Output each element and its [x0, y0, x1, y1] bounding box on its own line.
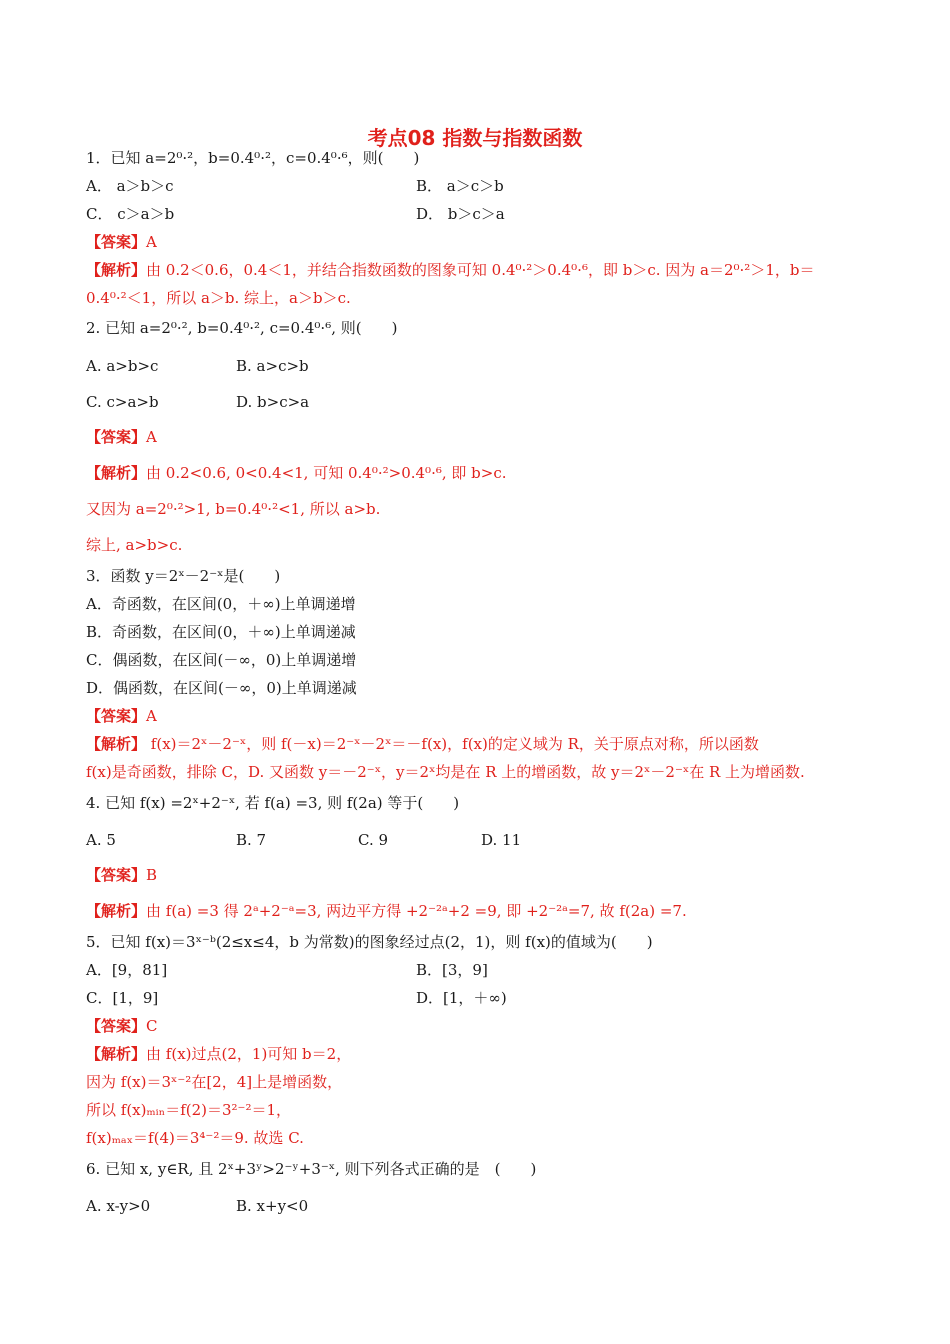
q5-analysis-line-2: 因为 f(x)＝3ˣ⁻²在[2，4]上是增函数， — [86, 1073, 343, 1091]
analysis-tag: 【解析】 — [86, 735, 147, 753]
q2-option-a: A. a>b>c — [86, 357, 159, 375]
q3-option-a: A．奇函数，在区间(0，＋∞)上单调递增 — [86, 595, 356, 613]
q5-answer — [86, 1016, 158, 1036]
q4-option-c: C. 9 — [358, 831, 389, 849]
q2-analysis-line-1 — [86, 463, 507, 483]
question-2-stem: 2. 已知 a=2⁰·², b=0.4⁰·², c=0.4⁰·⁶, 则( ) — [86, 319, 398, 337]
q2-analysis-line-3: 综上, a>b>c. — [86, 536, 183, 554]
answer-tag: 【答案】 — [86, 233, 147, 251]
q2-answer — [86, 427, 157, 447]
answer-value: C — [146, 1017, 158, 1035]
question-6-stem: 6. 已知 x, y∈R, 且 2ˣ+3ʸ>2⁻ʸ+3⁻ˣ, 则下列各式正确的是 ( ) — [86, 1160, 537, 1178]
analysis-text: f(x)＝2ˣ－2⁻ˣ，则 f(－x)＝2⁻ˣ－2ˣ＝－f(x)，f(x)的定义域为 R，关于原点对称，所以函数 — [146, 735, 759, 753]
q5-analysis-line-4: f(x)ₘₐₓ＝f(4)＝3⁴⁻²＝9. 故选 C. — [86, 1129, 304, 1147]
q3-answer — [86, 706, 157, 726]
q5-option-a: A．[9，81] — [86, 961, 168, 979]
answer-value: A — [146, 233, 157, 251]
analysis-tag: 【解析】 — [86, 902, 147, 920]
q6-option-b: B. x+y<0 — [236, 1197, 309, 1215]
q4-option-b: B. 7 — [236, 831, 267, 849]
q1-option-d: D． b＞c＞a — [416, 205, 505, 223]
q1-option-c: C． c＞a＞b — [86, 205, 175, 223]
q1-analysis-line-1 — [86, 260, 814, 280]
analysis-tag: 【解析】 — [86, 261, 147, 279]
analysis-text: 由 f(a) =3 得 2ᵃ+2⁻ᵃ=3, 两边平方得 +2⁻²ᵃ+2 =9, 即 +2⁻²ᵃ=7, 故 f(2a) =7. — [146, 902, 687, 920]
q1-analysis-line-2: 0.4⁰·²＜1，所以 a＞b. 综上，a＞b＞c. — [86, 289, 351, 307]
q4-option-d: D. 11 — [481, 831, 522, 849]
answer-value: A — [146, 707, 157, 725]
answer-tag: 【答案】 — [86, 1017, 147, 1035]
q1-option-b: B． a＞c＞b — [416, 177, 504, 195]
analysis-text: 由 0.2＜0.6，0.4＜1，并结合指数函数的图象可知 0.4⁰·²＞0.4⁰·⁶，即 b＞c. 因为 a＝2⁰·²＞1，b＝ — [146, 261, 815, 279]
q4-analysis-line-1 — [86, 901, 687, 921]
analysis-text: 由 f(x)过点(2，1)可知 b＝2， — [146, 1045, 352, 1063]
question-3-stem: 3．函数 y＝2ˣ－2⁻ˣ是( ) — [86, 567, 281, 585]
q5-option-c: C．[1，9] — [86, 989, 159, 1007]
q3-option-b: B．奇函数，在区间(0，＋∞)上单调递减 — [86, 623, 356, 641]
analysis-tag: 【解析】 — [86, 1045, 147, 1063]
q5-option-b: B．[3，9] — [416, 961, 488, 979]
q2-option-b: B. a>c>b — [236, 357, 309, 375]
analysis-text: 由 0.2<0.6, 0<0.4<1, 可知 0.4⁰·²>0.4⁰·⁶, 即 b>c. — [146, 464, 507, 482]
page-title: 考点08 指数与指数函数 — [367, 126, 583, 150]
question-5-stem: 5．已知 f(x)＝3ˣ⁻ᵇ(2≤x≤4，b 为常数)的图象经过点(2，1)，则 f(x)的值域为( ) — [86, 933, 653, 951]
q5-option-d: D．[1，＋∞) — [416, 989, 507, 1007]
q3-analysis-line-1 — [86, 734, 759, 754]
q1-option-a: A． a＞b＞c — [86, 177, 174, 195]
q2-option-c: C. c>a>b — [86, 393, 159, 411]
question-1-stem: 1．已知 a=2⁰·²，b=0.4⁰·²，c=0.4⁰·⁶，则( ) — [86, 149, 420, 167]
answer-tag: 【答案】 — [86, 428, 147, 446]
answer-value: A — [146, 428, 157, 446]
question-4-stem: 4. 已知 f(x) =2ˣ+2⁻ˣ, 若 f(a) =3, 则 f(2a) 等于( ) — [86, 794, 460, 812]
analysis-tag: 【解析】 — [86, 464, 147, 482]
q2-analysis-line-2: 又因为 a=2⁰·²>1, b=0.4⁰·²<1, 所以 a>b. — [86, 500, 381, 518]
q6-option-a: A. x-y>0 — [86, 1197, 151, 1215]
q1-answer — [86, 232, 157, 252]
answer-value: B — [146, 866, 158, 884]
q3-analysis-line-2: f(x)是奇函数，排除 C，D. 又函数 y＝－2⁻ˣ，y＝2ˣ均是在 R 上的增函数，故 y＝2ˣ－2⁻ˣ在 R 上为增函数. — [86, 763, 805, 781]
q2-option-d: D. b>c>a — [236, 393, 310, 411]
answer-tag: 【答案】 — [86, 866, 147, 884]
q3-option-c: C．偶函数，在区间(－∞，0)上单调递增 — [86, 651, 357, 669]
q4-option-a: A. 5 — [86, 831, 116, 849]
q5-analysis-line-1 — [86, 1044, 351, 1064]
q4-answer — [86, 865, 157, 885]
q5-analysis-line-3: 所以 f(x)ₘᵢₙ＝f(2)＝3²⁻²＝1， — [86, 1101, 292, 1119]
answer-tag: 【答案】 — [86, 707, 147, 725]
q3-option-d: D．偶函数，在区间(－∞，0)上单调递减 — [86, 679, 357, 697]
